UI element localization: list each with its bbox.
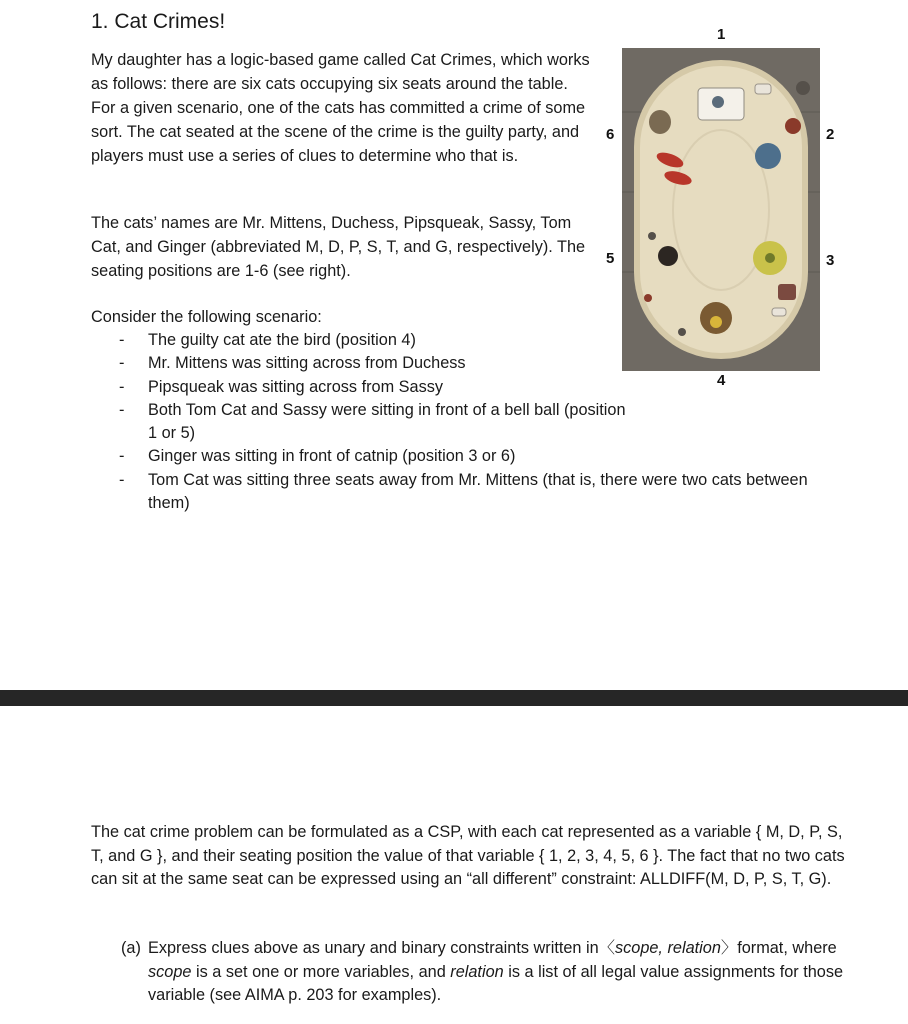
sock-icon [755, 84, 771, 94]
bullet: - [119, 470, 125, 489]
clue-text: Mr. Mittens was sitting across from Duchess [148, 354, 466, 373]
position-label-6: 6 [606, 126, 615, 143]
pillow-icon [649, 110, 671, 134]
question-text: Express clues above as unary and binary constraints written in [148, 939, 599, 957]
game-board [600, 22, 830, 394]
sock-icon [772, 308, 786, 316]
clue-item [91, 469, 811, 516]
intro-paragraph: My daughter has a logic-based game called Cat Crimes, which works as follows: there are six cats occupying six seats around the table. For a given scenario, one of the cats has committed a crime of some sort. The cat seated at the scene of the crime is the guilty party, and players must use a series of clues to determine who that is. [91, 51, 590, 165]
scope-term: scope [148, 962, 192, 981]
question-text: is a list of all legal value assignments for those variable (see AIMA p. 203 for examples). [148, 962, 844, 1004]
position-label-2: 2 [826, 126, 835, 143]
clue-text: Tom Cat was sitting three seats away from Mr. Mittens (that is, there were two cats between them) [148, 470, 808, 513]
fish-icon [712, 96, 724, 108]
bell-ball-icon [785, 118, 801, 134]
clue-item [91, 445, 811, 468]
section-divider [0, 690, 908, 706]
bullet: - [119, 354, 125, 373]
bullet: - [119, 400, 125, 419]
clue-text: Both Tom Cat and Sassy were sitting in front of a bell ball (position 1 or 5) [148, 400, 626, 443]
names-paragraph: The cats’ names are Mr. Mittens, Duchess, Pipsqueak, Sassy, Tom Cat, and Ginger (abbreviated M, D, P, S, T, and G, respectively). The seating positions are 1-6 (see right). [91, 214, 586, 280]
yarn-ball-icon [755, 143, 781, 169]
paw-print-icon [648, 232, 656, 240]
position-label-4: 4 [717, 372, 726, 389]
position-label-3: 3 [826, 252, 835, 269]
problem-title: 1. Cat Crimes! [91, 10, 226, 33]
cushion-icon [778, 284, 796, 300]
paw-print-icon [678, 328, 686, 336]
bullet: - [119, 377, 125, 396]
relation-term: relation [450, 962, 504, 981]
question-text: format, where [737, 939, 837, 957]
game-board-figure [600, 22, 835, 394]
position-label-5: 5 [606, 250, 615, 267]
position-label-1: 1 [717, 26, 726, 43]
clue-item [91, 399, 628, 446]
catnip-center-icon [765, 253, 775, 263]
csp-paragraph: The cat crime problem can be formulated as a CSP, with each cat represented as a variable { M, D, P, S, T, and G }, and their seating position the value of that variable { 1, 2, 3, 4, 5, 6 }. The fact that no two cats can sit at the same seat can be expressed using an “all different” constraint: ALLDIFF(M, D, P, S, T, G). [91, 823, 845, 888]
coffee-mug-icon [658, 246, 678, 266]
bird-icon [710, 316, 722, 328]
paw-print-icon [796, 81, 810, 95]
bullet: - [119, 331, 125, 349]
question-a [121, 937, 868, 1008]
scope-relation-term: scope, relation [614, 939, 721, 957]
question-text: is a set one or more variables, and [191, 962, 451, 981]
clue-text: Pipsqueak was sitting across from Sassy [148, 377, 443, 396]
angle-close: 〉 [720, 939, 738, 957]
angle-open: 〈 [598, 939, 615, 957]
scenario-intro: Consider the following scenario: [91, 308, 322, 326]
bell-ball-icon [644, 294, 652, 302]
bullet: - [119, 447, 125, 466]
clue-text: The guilty cat ate the bird (position 4) [148, 331, 416, 349]
clue-text: Ginger was sitting in front of catnip (position 3 or 6) [148, 447, 516, 466]
question-label: (a) [121, 939, 141, 957]
